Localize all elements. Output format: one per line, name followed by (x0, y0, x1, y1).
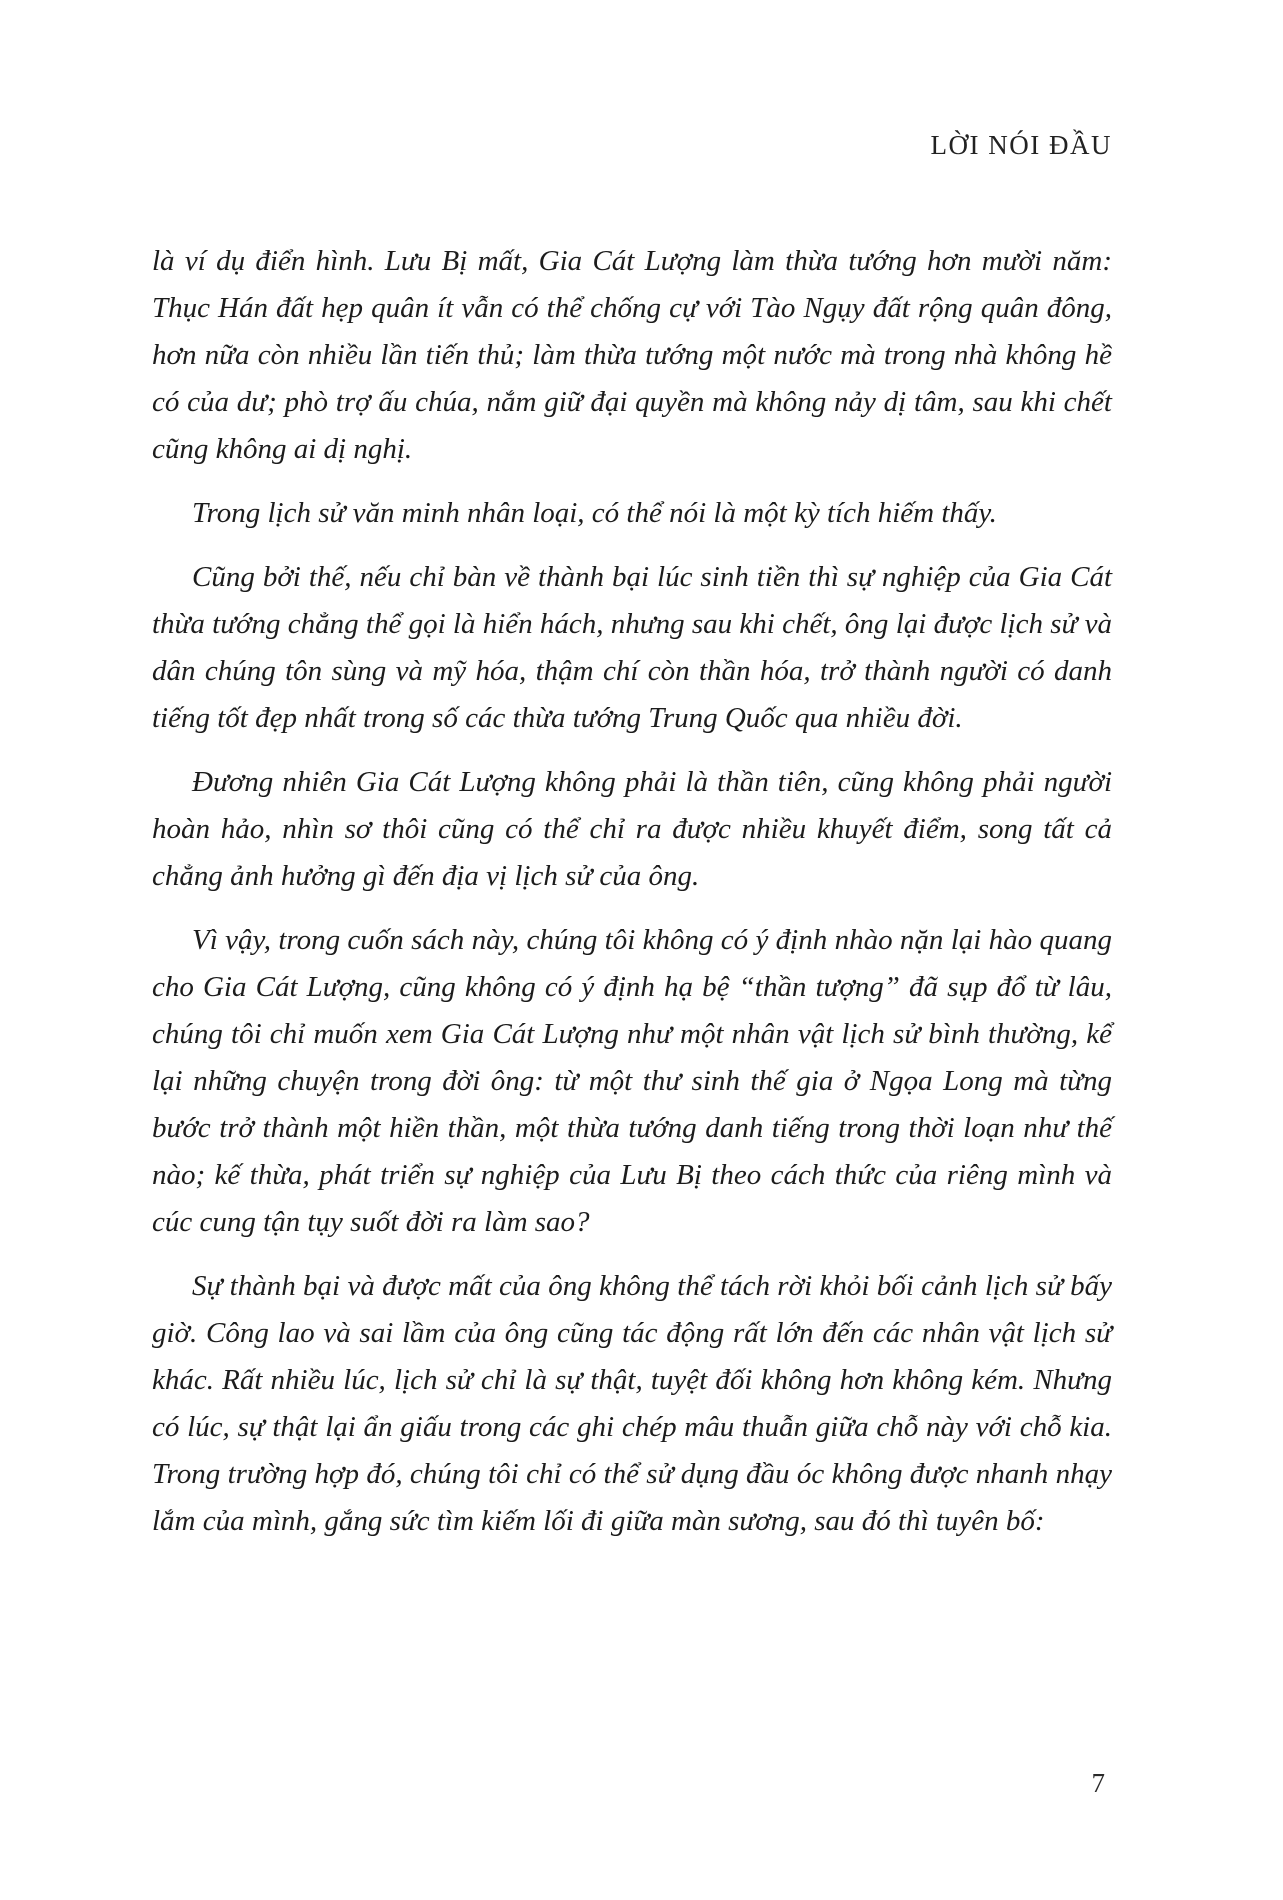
paragraph: Trong lịch sử văn minh nhân loại, có thể nói là một kỳ tích hiếm thấy. (192, 497, 997, 529)
running-header: LỜI NÓI ĐẦU (930, 130, 1112, 160)
paragraph: là ví dụ điển hình. Lưu Bị mất, Gia Cát Lượng làm thừa tướng hơn mười năm: Thục Hán đất hẹp quân ít vẫn có thể chống cự với Tào Ngụy đất rộng quân đông, hơn nữa còn nhiều lần tiến thủ; làm thừa tướng một nước mà trong nhà không hề có của dư; phò trợ ấu chúa, nắm giữ đại quyền mà không nảy dị tâm, sau khi chết cũng không ai dị nghị. (152, 245, 1112, 465)
paragraph: Đương nhiên Gia Cát Lượng không phải là thần tiên, cũng không phải người hoàn hảo, nhìn sơ thôi cũng có thể chỉ ra được nhiều khuyết điểm, song tất cả chẳng ảnh hưởng gì đến địa vị lịch sử của ông. (152, 766, 1112, 892)
paragraph: Vì vậy, trong cuốn sách này, chúng tôi không có ý định nhào nặn lại hào quang cho Gia Cát Lượng, cũng không có ý định hạ bệ “thần tượng” đã sụp đổ từ lâu, chúng tôi chỉ muốn xem Gia Cát Lượng như một nhân vật lịch sử bình thường, kể lại những chuyện trong đời ông: từ một thư sinh thế gia ở Ngọa Long mà từng bước trở thành một hiền thần, một thừa tướng danh tiếng trong thời loạn như thế nào; kế thừa, phát triển sự nghiệp của Lưu Bị theo cách thức của riêng mình và cúc cung tận tụy suốt đời ra làm sao? (152, 924, 1112, 1238)
page-number: 7 (1091, 1768, 1105, 1798)
body-text (152, 238, 1112, 1562)
paragraph: Cũng bởi thế, nếu chỉ bàn về thành bại lúc sinh tiền thì sự nghiệp của Gia Cát thừa tướng chẳng thể gọi là hiển hách, nhưng sau khi chết, ông lại được lịch sử và dân chúng tôn sùng và mỹ hóa, thậm chí còn thần hóa, trở thành người có danh tiếng tốt đẹp nhất trong số các thừa tướng Trung Quốc qua nhiều đời. (152, 561, 1112, 734)
paragraph: Sự thành bại và được mất của ông không thể tách rời khỏi bối cảnh lịch sử bấy giờ. Công lao và sai lầm của ông cũng tác động rất lớn đến các nhân vật lịch sử khác. Rất nhiều lúc, lịch sử chỉ là sự thật, tuyệt đối không hơn không kém. Nhưng có lúc, sự thật lại ẩn giấu trong các ghi chép mâu thuẫn giữa chỗ này với chỗ kia. Trong trường hợp đó, chúng tôi chỉ có thể sử dụng đầu óc không được nhanh nhạy lắm của mình, gắng sức tìm kiếm lối đi giữa màn sương, sau đó thì tuyên bố: (152, 1270, 1112, 1537)
